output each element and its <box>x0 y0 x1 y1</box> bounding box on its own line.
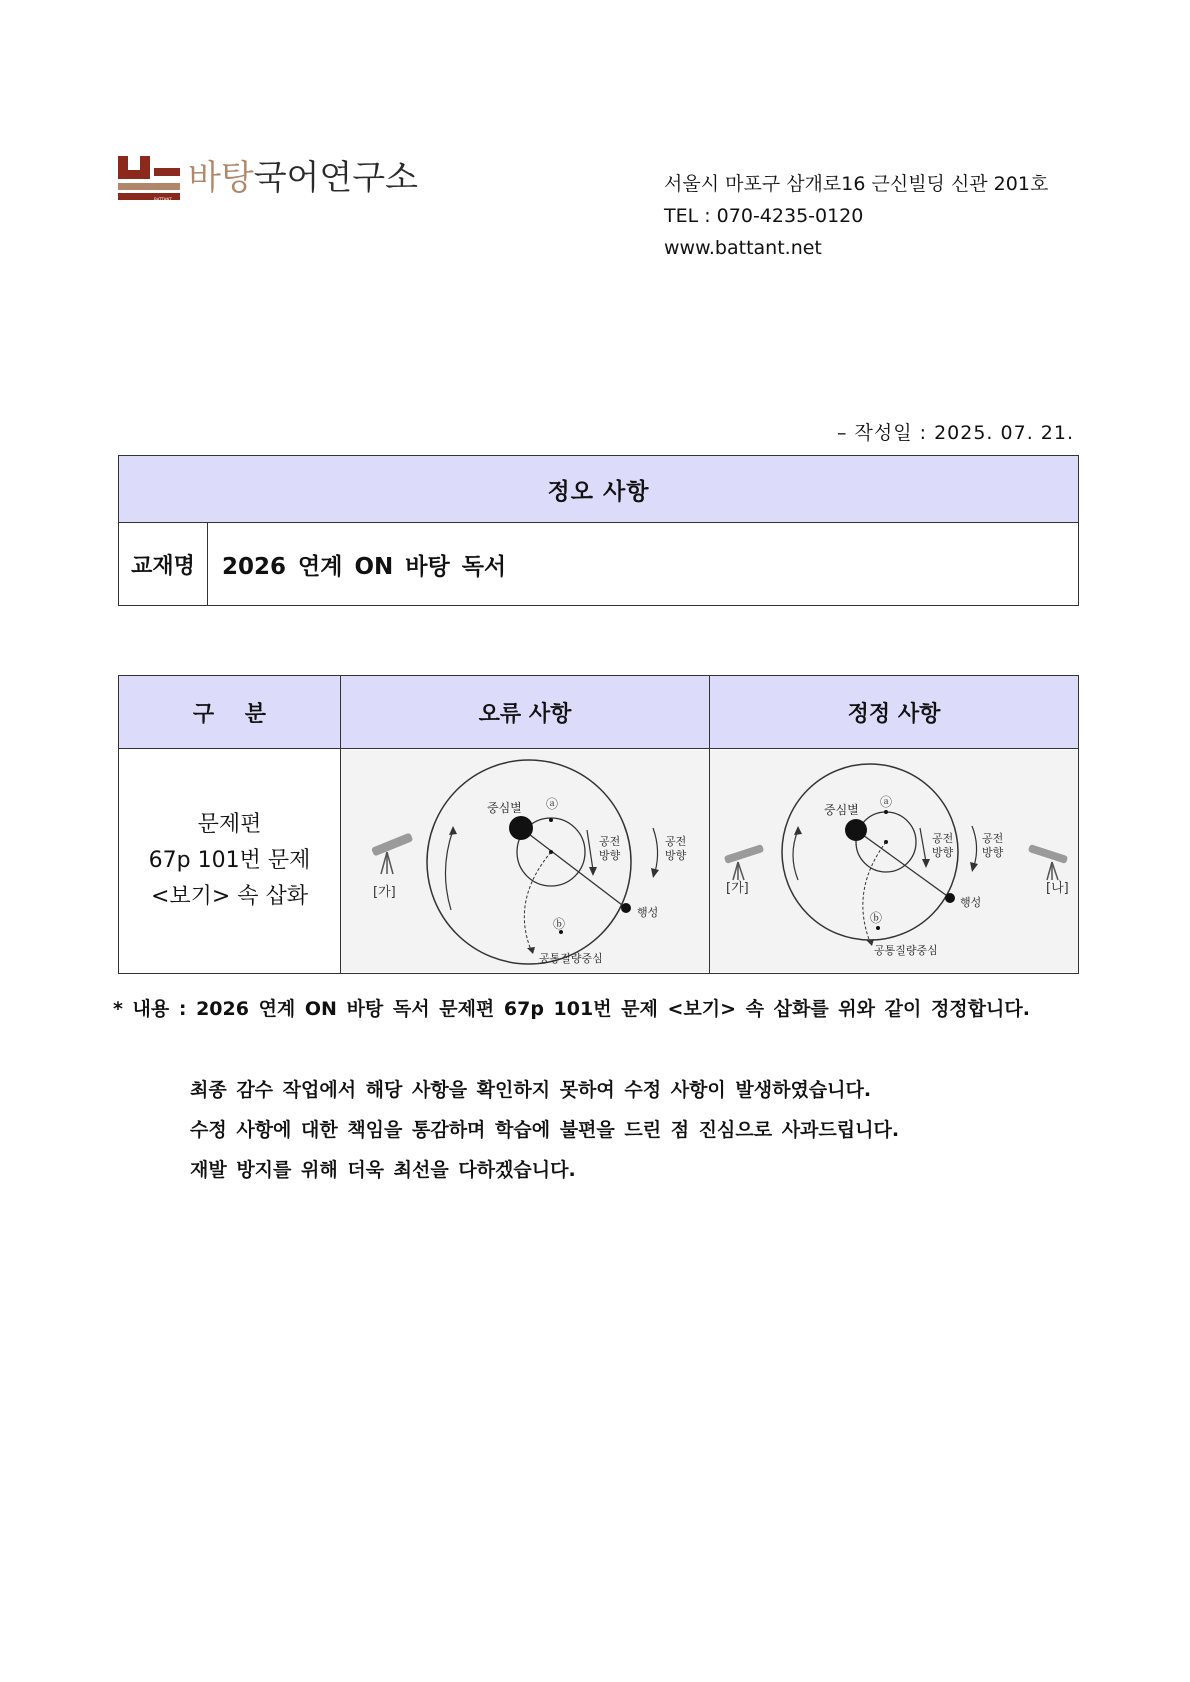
logo-small-text: BATTANT <box>154 197 172 202</box>
col-category: 구 분 <box>119 676 341 749</box>
website: www.battant.net <box>664 237 822 259</box>
central-star-label: 중심별 <box>487 801 522 815</box>
apology-line: 최종 감수 작업에서 해당 사항을 확인하지 못하여 수정 사항이 발생하였습니다. <box>190 1079 872 1101</box>
logo-mark-icon <box>118 156 186 202</box>
category-line: 문제편 <box>197 812 262 837</box>
apology-line: 수정 사항에 대한 책임을 통감하며 학습에 불편을 드린 점 진심으로 사과드립니다. <box>190 1119 900 1141</box>
errata-title: 정오 사항 <box>119 456 1079 523</box>
svg-text:공전: 공전 <box>982 832 1004 845</box>
planet-label: 행성 <box>637 906 659 919</box>
company-logo <box>118 156 418 202</box>
date-line: – 작성일 : 2025. 07. 21. <box>837 422 1074 444</box>
planet <box>621 903 631 913</box>
mark-a: ⓐ <box>546 797 559 811</box>
observer-ga: [가] <box>373 885 396 900</box>
book-name: 2026 연계 ON 바탕 독서 <box>208 523 1079 606</box>
fixed-orbit-diagram <box>710 750 1078 972</box>
category-cell <box>119 749 341 974</box>
svg-text:방향: 방향 <box>932 846 954 859</box>
fix-figure-cell <box>710 749 1079 974</box>
error-figure-cell <box>341 749 710 974</box>
svg-text:공전: 공전 <box>932 832 954 845</box>
svg-text:공통질량중심: 공통질량중심 <box>874 944 938 957</box>
book-label: 교재명 <box>119 523 208 606</box>
observer-ga: [가] <box>726 881 749 896</box>
errata-table <box>118 455 1079 606</box>
apology-paragraph <box>190 1070 899 1190</box>
logo-brand: 바탕 <box>188 158 254 198</box>
content-note: * 내용 : 2026 연계 ON 바탕 독서 문제편 67p 101번 문제 <보기> 속 삽화를 위와 같이 정정합니다. <box>113 998 1030 1020</box>
col-error: 오류 사항 <box>341 676 710 749</box>
apology-line: 재발 방지를 위해 더욱 최선을 다하겠습니다. <box>190 1159 576 1181</box>
category-line: 67p 101번 문제 <box>148 848 311 873</box>
company-contact <box>664 168 1048 264</box>
category-line: <보기> 속 삽화 <box>150 884 309 909</box>
svg-text:행성: 행성 <box>960 896 982 909</box>
svg-text:방향: 방향 <box>982 846 1004 859</box>
svg-text:중심별: 중심별 <box>824 803 859 817</box>
logo-name: 국어연구소 <box>253 158 418 198</box>
col-fix: 정정 사항 <box>710 676 1079 749</box>
svg-text:ⓑ: ⓑ <box>870 911 883 925</box>
svg-text:공전: 공전 <box>665 835 687 848</box>
svg-text:ⓐ: ⓐ <box>880 795 893 809</box>
svg-text:공전: 공전 <box>599 835 621 848</box>
svg-text:방향: 방향 <box>665 849 687 862</box>
correction-table <box>118 675 1079 974</box>
observer-na: [나] <box>1046 881 1069 896</box>
svg-text:방향: 방향 <box>599 849 621 862</box>
telephone: TEL : 070-4235-0120 <box>664 205 864 227</box>
barycenter-label: 공통질량중심 <box>539 952 603 965</box>
error-orbit-diagram <box>341 750 709 972</box>
central-star <box>509 816 533 840</box>
address: 서울시 마포구 삼개로16 근신빌딩 신관 201호 <box>664 173 1049 195</box>
mark-b: ⓑ <box>553 917 566 931</box>
